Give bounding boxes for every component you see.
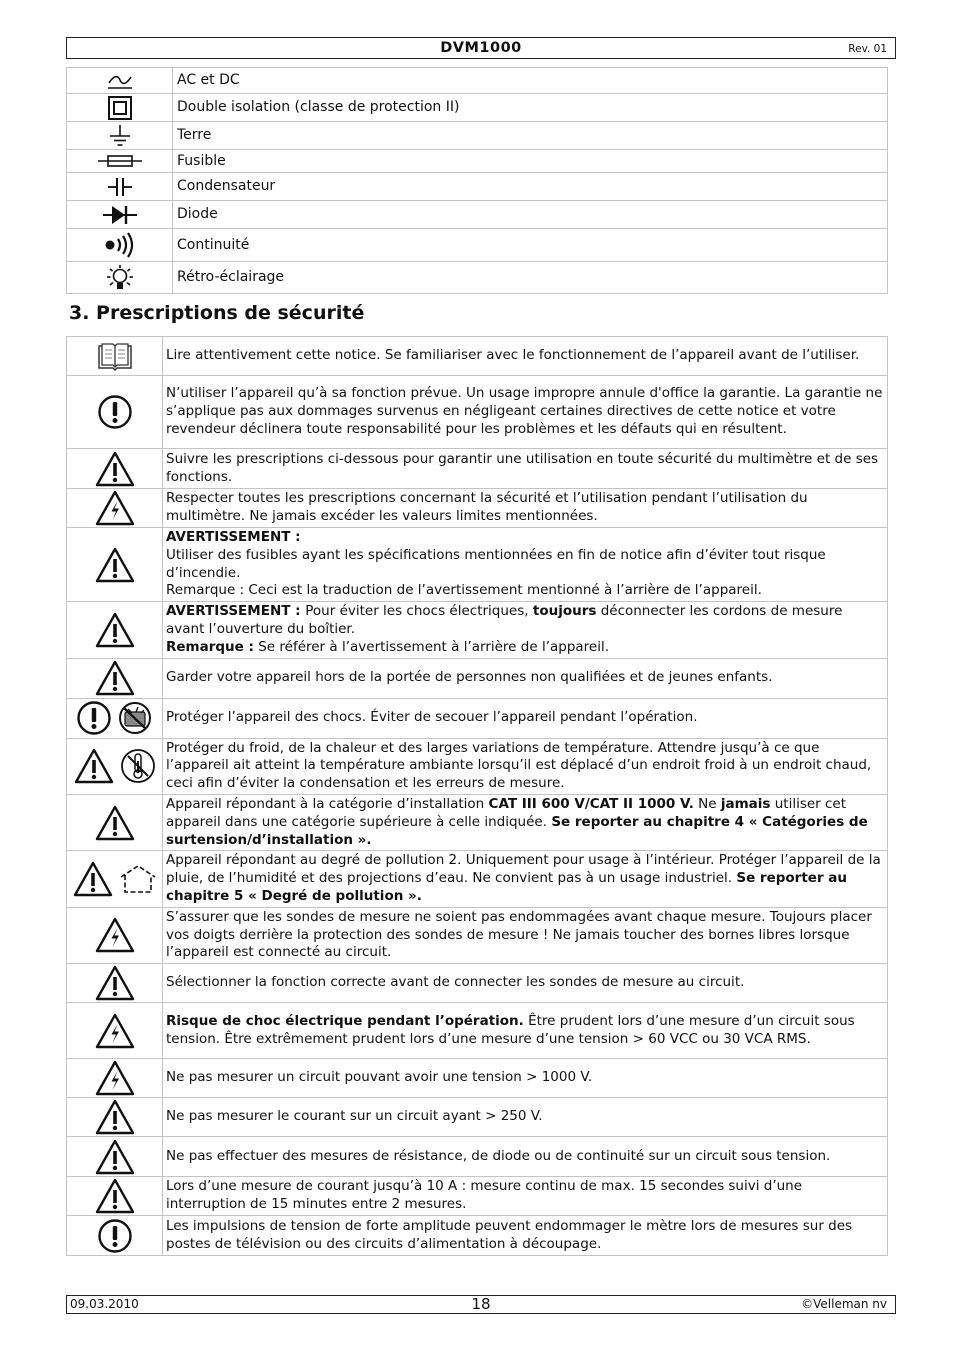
safety-text-bold: Risque de choc électrique pendant l’opération. xyxy=(166,1012,524,1029)
capacitor-icon xyxy=(67,176,172,198)
safety-icon-cell xyxy=(67,907,163,963)
safety-row xyxy=(67,794,888,850)
safety-icon-cell xyxy=(67,964,163,1003)
shock-hazard-icon xyxy=(94,501,136,516)
safety-text-part: déconnecter les cordons de mesure avant l’ouverture du boîtier. xyxy=(166,603,843,637)
safety-text-part: Ne xyxy=(693,795,721,812)
safety-text-bold: Se reporter au chapitre 5 « Degré de pollution ». xyxy=(166,870,848,904)
safety-text-part: Appareil répondant au degré de pollution 2. Uniquement pour usage à l’intérieur. Protéger l’appareil de la pluie, de l’humidité et des projections d’eau. Ne convient pas à un usage industriel. xyxy=(166,852,881,887)
safety-text xyxy=(163,449,888,489)
safety-row xyxy=(67,658,888,698)
safety-icon-cell xyxy=(67,1177,163,1216)
safety-icon-cell xyxy=(67,1098,163,1137)
warning-triangle-icon xyxy=(94,976,136,991)
safety-row xyxy=(67,1003,888,1059)
safety-row xyxy=(67,489,888,528)
safety-text-part: Utiliser des fusibles ayant les spécifications mentionnées en fin de notice afin d’éviter tout risque d’incendie. xyxy=(166,546,826,581)
symbol-cell xyxy=(67,201,173,229)
safety-text xyxy=(163,489,888,528)
symbol-row xyxy=(67,173,888,201)
safety-row xyxy=(67,1098,888,1137)
safety-text xyxy=(163,528,888,602)
safety-row xyxy=(67,528,888,602)
symbol-cell xyxy=(67,68,173,94)
safety-text xyxy=(163,738,888,794)
safety-text xyxy=(163,907,888,963)
safety-text-part: Sélectionner la fonction correcte avant de connecter les sondes de mesure au circuit. xyxy=(166,974,745,991)
symbol-row xyxy=(67,94,888,122)
safety-icon-cell xyxy=(67,376,163,449)
safety-text-part: Garder votre appareil hors de la portée de personnes non qualifiées et de jeunes enfants. xyxy=(166,669,773,686)
safety-row xyxy=(67,1137,888,1177)
safety-text-bold: toujours xyxy=(532,603,597,620)
safety-icon-cell xyxy=(67,1059,163,1098)
safety-icon-cell xyxy=(67,528,163,602)
safety-text-bold: AVERTISSEMENT : xyxy=(166,529,301,545)
indoor-house-icon xyxy=(118,872,158,887)
safety-row xyxy=(67,964,888,1003)
safety-row xyxy=(67,602,888,658)
warning-triangle-icon xyxy=(94,558,136,573)
symbol-label: Diode xyxy=(173,201,888,229)
safety-row xyxy=(67,738,888,794)
safety-text xyxy=(163,1216,888,1256)
safety-text-bold: CAT III 600 V/CAT II 1000 V. xyxy=(488,795,694,812)
safety-text-part: utiliser cet appareil dans une catégorie supérieure à celle indiquée. xyxy=(166,795,847,830)
symbol-label: Double isolation (classe de protection II) xyxy=(173,94,888,122)
ac-dc-icon xyxy=(67,70,172,92)
warning-triangle-icon xyxy=(73,759,115,774)
symbol-cell xyxy=(67,229,173,262)
exclamation-circle-icon xyxy=(97,1229,133,1244)
safety-icon-cell xyxy=(67,794,163,850)
earth-ground-icon xyxy=(67,124,172,148)
safety-text-part: N’utiliser l’appareil qu’à sa fonction prévue. Un usage impropre annule d'office la garantie. La garantie ne s’applique pas aux dommages survenus en négligeant certaines directives de cette notice et votre revendeur déclinera toute responsabilité pour les problèmes et les défauts qui en résultent. xyxy=(166,385,883,437)
safety-text xyxy=(163,1098,888,1137)
symbol-row xyxy=(67,229,888,262)
diode-icon xyxy=(67,204,172,226)
safety-row xyxy=(67,1059,888,1098)
safety-row xyxy=(67,376,888,449)
safety-text-part: Se référer à l’avertissement à l’arrière de l’appareil. xyxy=(253,638,610,655)
symbol-row xyxy=(67,201,888,229)
symbol-cell xyxy=(67,94,173,122)
safety-text-part: Ne pas mesurer un circuit pouvant avoir une tension > 1000 V. xyxy=(166,1069,593,1086)
safety-text-part: Suivre les prescriptions ci-dessous pour garantir une utilisation en toute sécurité du multimètre et de ses fonctions. xyxy=(166,450,879,485)
symbol-label: Terre xyxy=(173,122,888,150)
safety-row xyxy=(67,698,888,738)
revision-label: Rev. 01 xyxy=(848,43,887,55)
continuity-icon xyxy=(67,232,172,258)
safety-icon-cell xyxy=(67,851,163,907)
safety-text xyxy=(163,1137,888,1177)
symbol-row xyxy=(67,150,888,173)
safety-text xyxy=(163,964,888,1003)
symbol-label: Fusible xyxy=(173,150,888,173)
safety-icon-cell xyxy=(67,1137,163,1177)
shock-hazard-icon xyxy=(94,1071,136,1086)
symbol-cell xyxy=(67,262,173,294)
safety-text-bold: jamais xyxy=(720,795,771,812)
thermometer-icon xyxy=(119,759,157,774)
manual-book-icon xyxy=(97,349,133,364)
safety-text-part: Lire attentivement cette notice. Se familiariser avec le fonctionnement de l’appareil avant de l’utiliser. xyxy=(166,347,860,364)
double-insulation-icon xyxy=(67,95,172,121)
section-title: 3. Prescriptions de sécurité xyxy=(69,302,365,324)
safety-text xyxy=(163,337,888,376)
fuse-icon xyxy=(67,154,172,168)
warning-triangle-icon xyxy=(94,623,136,638)
footer-copyright: ©Velleman nv xyxy=(801,1297,887,1311)
safety-text-part: Ne pas effectuer des mesures de résistance, de diode ou de continuité sur un circuit sous tension. xyxy=(166,1147,831,1164)
safety-row xyxy=(67,851,888,907)
safety-text xyxy=(163,698,888,738)
safety-icon-cell xyxy=(67,658,163,698)
safety-icon-cell xyxy=(67,1216,163,1256)
safety-row xyxy=(67,449,888,489)
warning-triangle-icon xyxy=(94,1189,136,1204)
safety-row xyxy=(67,907,888,963)
safety-icon-cell xyxy=(67,489,163,528)
warning-triangle-icon xyxy=(94,462,136,477)
warning-triangle-icon xyxy=(72,872,114,887)
safety-text xyxy=(163,1177,888,1216)
safety-text xyxy=(163,851,888,907)
backlight-icon xyxy=(67,264,172,292)
safety-text xyxy=(163,1003,888,1059)
exclamation-circle-icon xyxy=(97,405,133,420)
no-shock-icon xyxy=(116,711,154,726)
safety-icon-cell xyxy=(67,337,163,376)
exclamation-circle-icon xyxy=(76,711,112,726)
footer-date: 09.03.2010 xyxy=(70,1297,139,1311)
symbol-cell xyxy=(67,150,173,173)
symbol-label: Condensateur xyxy=(173,173,888,201)
symbol-label: Rétro-éclairage xyxy=(173,262,888,294)
page-footer xyxy=(66,1295,896,1314)
safety-text-part: Pour éviter les chocs électriques, xyxy=(305,603,533,620)
safety-text-part: S’assurer que les sondes de mesure ne soient pas endommagées avant chaque mesure. Toujours placer vos doigts derrière la protection des sondes de mesure ! Ne jamais toucher des bornes libres lorsque l’appareil est connecté au circuit. xyxy=(166,908,872,961)
shock-hazard-icon xyxy=(94,928,136,943)
safety-text-part: Ne pas mesurer le courant sur un circuit ayant > 250 V. xyxy=(166,1108,543,1125)
safety-text xyxy=(163,794,888,850)
symbol-row xyxy=(67,262,888,294)
safety-text xyxy=(163,602,888,658)
safety-text xyxy=(163,658,888,698)
safety-text-part: Appareil répondant à la catégorie d’installation xyxy=(166,795,489,812)
safety-text xyxy=(163,376,888,449)
symbol-table xyxy=(66,67,888,294)
safety-icon-cell xyxy=(67,738,163,794)
safety-row xyxy=(67,1216,888,1256)
safety-text-part: Respecter toutes les prescriptions concernant la sécurité et l’utilisation pendant l’utilisation du multimètre. Ne jamais excéder les valeurs limites mentionnées. xyxy=(166,490,808,524)
safety-text-part: Être prudent lors d’une mesure d’un circuit sous tension. Être extrêmement prudent lors d’une mesure d’une tension > 60 VCC ou 30 VCA RMS. xyxy=(166,1012,855,1047)
safety-text-part: Remarque : Ceci est la traduction de l’avertissement mentionné à l’arrière de l’appareil. xyxy=(166,582,762,599)
symbol-row xyxy=(67,122,888,150)
safety-row xyxy=(67,1177,888,1216)
safety-text xyxy=(163,1059,888,1098)
safety-text-bold: Remarque : xyxy=(166,638,254,655)
symbol-cell xyxy=(67,122,173,150)
safety-text-bold: Se reporter au chapitre 4 « Catégories de surtension/d’installation ». xyxy=(166,813,868,848)
safety-row xyxy=(67,337,888,376)
safety-text-part: Protéger du froid, de la chaleur et des larges variations de température. Attendre jusqu’à ce que l’appareil ait atteint la température ambiante lorsqu’il est déplacé d’un endroit froid à un endroit chaud, ceci afin d’éviter la condensation et les erreurs de mesure. xyxy=(166,739,872,792)
safety-icon-cell xyxy=(67,602,163,658)
safety-text-bold: AVERTISSEMENT : xyxy=(166,603,306,620)
shock-hazard-icon xyxy=(94,1024,136,1039)
safety-text-part: Les impulsions de tension de forte amplitude peuvent endommager le mètre lors de mesures sur des postes de télévision ou des circuits d’alimentation à découpage. xyxy=(166,1217,853,1252)
page-header xyxy=(66,37,896,59)
safety-text-part: Lors d’une mesure de courant jusqu’à 10 A : mesure continu de max. 15 secondes suivi d’une interruption de 15 minutes entre 2 mesures. xyxy=(166,1178,803,1213)
safety-icon-cell xyxy=(67,698,163,738)
safety-table xyxy=(66,336,888,1256)
symbol-label: AC et DC xyxy=(173,68,888,94)
safety-icon-cell xyxy=(67,1003,163,1059)
symbol-cell xyxy=(67,173,173,201)
page-number: 18 xyxy=(471,1295,491,1313)
symbol-label: Continuité xyxy=(173,229,888,262)
warning-triangle-icon xyxy=(94,1150,136,1165)
warning-triangle-icon xyxy=(94,1110,136,1125)
warning-triangle-icon xyxy=(94,671,136,686)
document-title: DVM1000 xyxy=(440,40,522,56)
symbol-row xyxy=(67,68,888,94)
warning-triangle-icon xyxy=(94,816,136,831)
safety-icon-cell xyxy=(67,449,163,489)
safety-text-part: Protéger l’appareil des chocs. Éviter de secouer l’appareil pendant l’opération. xyxy=(166,709,698,726)
